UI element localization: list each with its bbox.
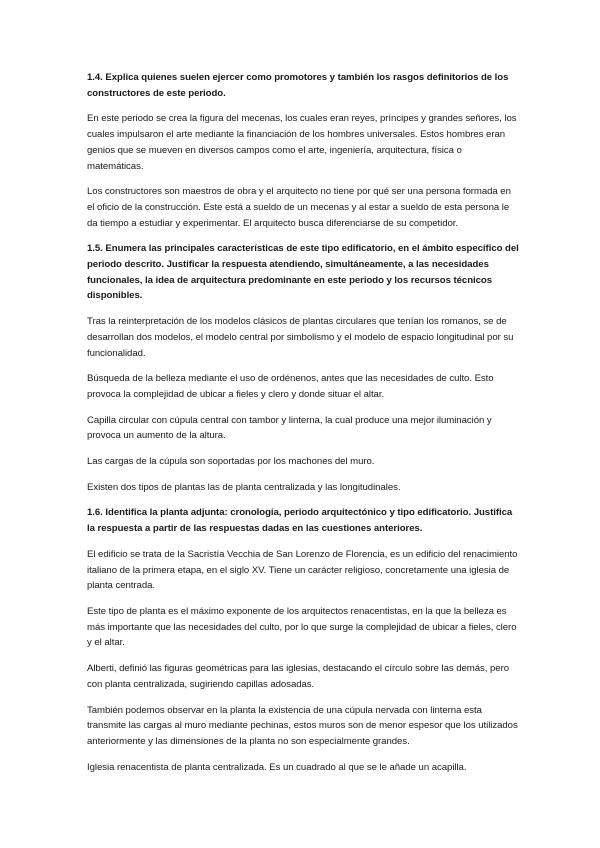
paragraph: El edificio se trata de la Sacristía Vecchia de San Lorenzo de Florencia, es un edificio del renacimiento italiano de la primera etapa, en el siglo XV. Tiene un carácter religioso, concretamente una iglesia de planta centrada. (87, 548, 518, 592)
paragraph: Búsqueda de la belleza mediante el uso de ordénenos, antes que las necesidades de culto. Esto provoca la complejidad de ubicar a fieles y clero y donde situar el altar. (87, 373, 494, 400)
section-heading-1-5: 1.5. Enumera las principales características de este tipo edificatorio, en el ámbito específico del periodo descrito. Justificar la respuesta atendiendo, simultáneamente, a las necesidades funcionales, la idea de arquitectura predominante en este periodo y los recursos técnicos disponibles. (87, 243, 519, 302)
paragraph: Este tipo de planta es el máximo exponente de los arquitectos renacentistas, en la que la belleza es más importante que las necesidades del culto, por lo que surge la complejidad de ubicar a fieles, clero y el altar. (87, 605, 517, 649)
paragraph: Tras la reinterpretación de los modelos clásicos de plantas circulares que tenían los romanos, se de desarrollan dos modelos, el modelo central por simbolismo y el modelo de espacio longitudinal por su funcionalidad. (87, 316, 514, 359)
section-heading-1-6: 1.6. Identifica la planta adjunta: cronología, periodo arquitectónico y tipo edificatorio. Justifica la respuesta a partir de las respuestas dadas en las cuestiones anteriores. (87, 507, 513, 535)
paragraph: Alberti, definió las figuras geométricas para las iglesias, destacando el círculo sobre las demás, pero con planta centralizada, sugiriendo capillas adosadas. (87, 663, 509, 690)
paragraph: Existen dos tipos de plantas las de planta centralizada y las longitudinales. (87, 481, 401, 493)
paragraph: Capilla circular con cúpula central con tambor y linterna, la cual produce una mejor iluminación y provoca un aumento de la altura. (87, 414, 492, 442)
paragraph: En este periodo se crea la figura del mecenas, los cuales eran reyes, príncipes y grandes señores, los cuales impulsaron el arte mediante la financiación de los hombres universales. Estos hombres eran genios que se mueven en diversos campos como el arte, ingeniería, arquitectura, física o matemáticas. (87, 113, 517, 172)
section-heading-1-4: 1.4. Explica quienes suelen ejercer como promotores y también los rasgos definitorios de los constructores de este periodo. (87, 72, 509, 99)
document-body (87, 70, 519, 785)
paragraph: Iglesia renacentista de planta centralizada. Es un cuadrado al que se le añade un acapilla. (87, 761, 467, 773)
paragraph: Las cargas de la cúpula son soportadas por los machones del muro. (87, 456, 375, 468)
paragraph: También podemos observar en la planta la existencia de una cúpula nervada con linterna esta transmite las cargas al muro mediante pechinas, estos muros son de menor espesor que los utilizados anteriormente y las dimensiones de la planta no son especialmente grandes. (87, 704, 518, 747)
paragraph: Los constructores son maestros de obra y el arquitecto no tiene por qué ser una persona formada en el oficio de la construcción. Este está a sueldo de un mecenas y al estar a sueldo de esta persona le da tiempo a estudiar y experimentar. El arquitecto busca diferenciarse de su competidor. (87, 186, 511, 229)
